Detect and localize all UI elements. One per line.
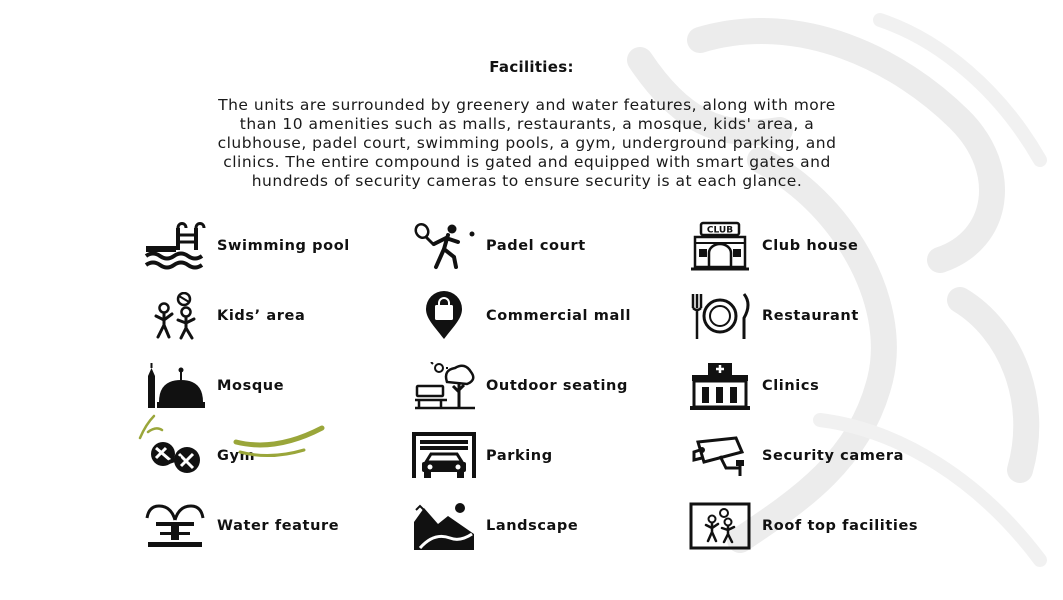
facility-water-feature <box>143 501 339 551</box>
description-line: clubhouse, padel court, swimming pools, a gym, underground parking, and <box>217 134 837 152</box>
facility-label: Parking <box>486 448 553 464</box>
facilities-heading: Facilities: <box>489 58 574 76</box>
bench-tree-icon <box>412 361 476 411</box>
facility-kids-area <box>143 291 305 341</box>
facility-label: Swimming pool <box>217 238 350 254</box>
club-sign-text: CLUB <box>706 225 734 236</box>
facility-padel-court <box>412 221 586 271</box>
facility-commercial-mall <box>412 291 631 341</box>
facility-label: Padel court <box>486 238 586 254</box>
facility-label: Roof top facilities <box>762 518 919 534</box>
swimming-pool-icon <box>143 221 207 271</box>
facility-clinics <box>688 361 819 411</box>
facility-roof-top <box>688 501 918 551</box>
shopping-bag-pin-icon <box>412 291 476 341</box>
facility-gym <box>143 431 255 481</box>
security-camera-icon <box>688 431 752 481</box>
description-line: hundreds of security cameras to ensure security is at each glance. <box>251 172 803 190</box>
facility-club-house <box>688 221 858 271</box>
facility-parking <box>412 431 553 481</box>
plate-cutlery-icon <box>688 291 752 341</box>
landscape-icon <box>412 501 476 551</box>
facility-restaurant <box>688 291 859 341</box>
fountain-icon <box>143 501 207 551</box>
facility-security-camera <box>688 431 904 481</box>
facility-label: Clinics <box>762 378 820 394</box>
rooftop-kids-icon <box>688 501 752 551</box>
description-line: than 10 amenities such as malls, restaurants, a mosque, kids' area, a <box>239 115 815 133</box>
club-house-icon <box>688 221 752 271</box>
facility-label: Kids’ area <box>217 308 306 324</box>
padel-court-icon <box>412 221 476 271</box>
facility-label: Restaurant <box>762 308 859 324</box>
facility-label: Water feature <box>217 518 340 534</box>
facility-label: Security camera <box>762 448 905 464</box>
facility-label: Landscape <box>486 518 579 534</box>
facility-mosque <box>143 361 284 411</box>
facility-landscape <box>412 501 578 551</box>
facility-label: Club house <box>762 238 859 254</box>
description-line: clinics. The entire compound is gated and equipped with smart gates and <box>223 153 831 171</box>
gym-icon <box>143 431 207 481</box>
facility-outdoor-seating <box>412 361 628 411</box>
facility-label: Gym <box>217 448 256 464</box>
facility-swimming-pool <box>143 221 350 271</box>
description-line: The units are surrounded by greenery and water features, along with more <box>218 96 836 114</box>
clinic-building-icon <box>688 361 752 411</box>
facility-label: Outdoor seating <box>486 378 628 394</box>
garage-car-icon <box>412 431 476 481</box>
kids-area-icon <box>143 291 207 341</box>
facility-label: Commercial mall <box>486 308 632 324</box>
facility-label: Mosque <box>217 378 285 394</box>
mosque-icon <box>143 361 207 411</box>
